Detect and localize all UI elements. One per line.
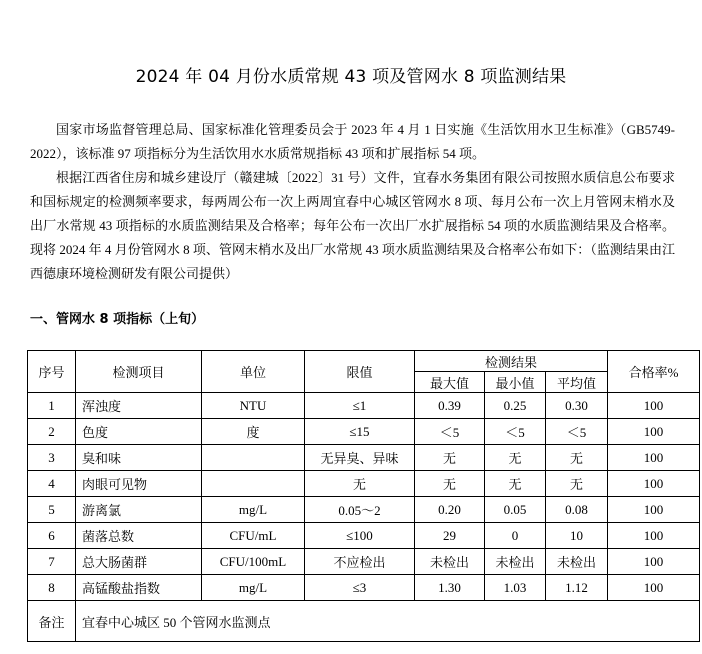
header-max: 最大值: [415, 372, 485, 393]
table-row: [28, 419, 700, 445]
row-min: 0.25: [485, 393, 546, 419]
basis-paragraph: 根据江西省住房和城乡建设厅（赣建城〔2022〕31 号）文件，宜春水务集团有限公司按照水质信息公布要求和国标规定的检测频率要求，每两周公布一次上两周宜春中心城区管网水 8 项、每月公布一次上月管网末梢水及出厂水常规 43 项指标的水质监测结果及合格率；每年公布一次出厂水扩展指标 54 项的水质监测结果及合格率。现将 2024 年 4 月份管网水 8 项、管网末梢水及出厂水常规 43 项水质监测结果及合格率公布如下：（监测结果由江西德康环境检测研发有限公司提供）: [30, 170, 675, 281]
row-item: 浑浊度: [76, 393, 202, 419]
row-index: 4: [28, 471, 76, 497]
row-avg: 0.30: [546, 393, 608, 419]
row-item: 菌落总数: [76, 523, 202, 549]
monitoring-results-table: [27, 350, 700, 642]
row-avg: 无: [546, 471, 608, 497]
row-avg: 1.12: [546, 575, 608, 601]
row-max: 29: [415, 523, 485, 549]
table-row: [28, 393, 700, 419]
row-pass-rate: 100: [608, 523, 700, 549]
row-avg: 10: [546, 523, 608, 549]
row-max: 无: [415, 471, 485, 497]
row-max: 无: [415, 445, 485, 471]
header-index: 序号: [28, 351, 76, 393]
header-avg: 平均值: [546, 372, 608, 393]
row-unit: CFU/100mL: [202, 549, 305, 575]
row-index: 6: [28, 523, 76, 549]
row-limit: 无异臭、异味: [305, 445, 415, 471]
table-row: [28, 523, 700, 549]
row-item: 臭和味: [76, 445, 202, 471]
row-index: 5: [28, 497, 76, 523]
row-min: 0: [485, 523, 546, 549]
row-index: 2: [28, 419, 76, 445]
header-item: 检测项目: [76, 351, 202, 393]
row-pass-rate: 100: [608, 471, 700, 497]
row-min: 无: [485, 445, 546, 471]
header-min: 最小值: [485, 372, 546, 393]
table-row: [28, 575, 700, 601]
row-min: ＜5: [485, 419, 546, 445]
row-unit: 度: [202, 419, 305, 445]
row-item: 总大肠菌群: [76, 549, 202, 575]
row-limit: ≤1: [305, 393, 415, 419]
row-limit: ≤100: [305, 523, 415, 549]
row-pass-rate: 100: [608, 575, 700, 601]
row-avg: 未检出: [546, 549, 608, 575]
row-item: 高锰酸盐指数: [76, 575, 202, 601]
row-max: 1.30: [415, 575, 485, 601]
row-max: 0.39: [415, 393, 485, 419]
page-title: 2024 年 04 月份水质常规 43 项及管网水 8 项监测结果: [135, 67, 567, 87]
row-limit: 不应检出: [305, 549, 415, 575]
row-unit: [202, 471, 305, 497]
row-unit: CFU/mL: [202, 523, 305, 549]
row-limit: ≤3: [305, 575, 415, 601]
row-pass-rate: 100: [608, 419, 700, 445]
intro-paragraph: 国家市场监督管理总局、国家标准化管理委员会于 2023 年 4 月 1 日实施《生活饮用水卫生标准》（GB5749-2022），该标准 97 项指标分为生活饮用水水质常规指标 43 项和扩展指标 54 项。: [30, 122, 675, 161]
table-row: [28, 549, 700, 575]
row-unit: mg/L: [202, 497, 305, 523]
row-unit: mg/L: [202, 575, 305, 601]
table-row: [28, 471, 700, 497]
row-unit: [202, 445, 305, 471]
row-index: 3: [28, 445, 76, 471]
row-max: ＜5: [415, 419, 485, 445]
row-avg: 无: [546, 445, 608, 471]
row-avg: ＜5: [546, 419, 608, 445]
row-avg: 0.08: [546, 497, 608, 523]
note-label: 备注: [28, 601, 76, 642]
row-pass-rate: 100: [608, 393, 700, 419]
row-index: 1: [28, 393, 76, 419]
row-pass-rate: 100: [608, 497, 700, 523]
header-limit: 限值: [305, 351, 415, 393]
header-results: 检测结果: [415, 351, 608, 372]
row-index: 7: [28, 549, 76, 575]
header-pass-rate: 合格率%: [608, 351, 700, 393]
row-unit: NTU: [202, 393, 305, 419]
row-limit: ≤15: [305, 419, 415, 445]
row-max: 未检出: [415, 549, 485, 575]
note-text: 宜春中心城区 50 个管网水监测点: [76, 601, 700, 642]
row-min: 未检出: [485, 549, 546, 575]
header-unit: 单位: [202, 351, 305, 393]
table-row: [28, 497, 700, 523]
row-item: 色度: [76, 419, 202, 445]
row-min: 1.03: [485, 575, 546, 601]
row-min: 无: [485, 471, 546, 497]
row-index: 8: [28, 575, 76, 601]
table-row: [28, 445, 700, 471]
row-min: 0.05: [485, 497, 546, 523]
row-pass-rate: 100: [608, 445, 700, 471]
row-limit: 0.05～2: [305, 497, 415, 523]
section-title: 一、管网水 8 项指标（上旬）: [30, 312, 205, 327]
row-limit: 无: [305, 471, 415, 497]
row-item: 游离氯: [76, 497, 202, 523]
row-item: 肉眼可见物: [76, 471, 202, 497]
note-row: [28, 601, 700, 642]
row-max: 0.20: [415, 497, 485, 523]
row-pass-rate: 100: [608, 549, 700, 575]
